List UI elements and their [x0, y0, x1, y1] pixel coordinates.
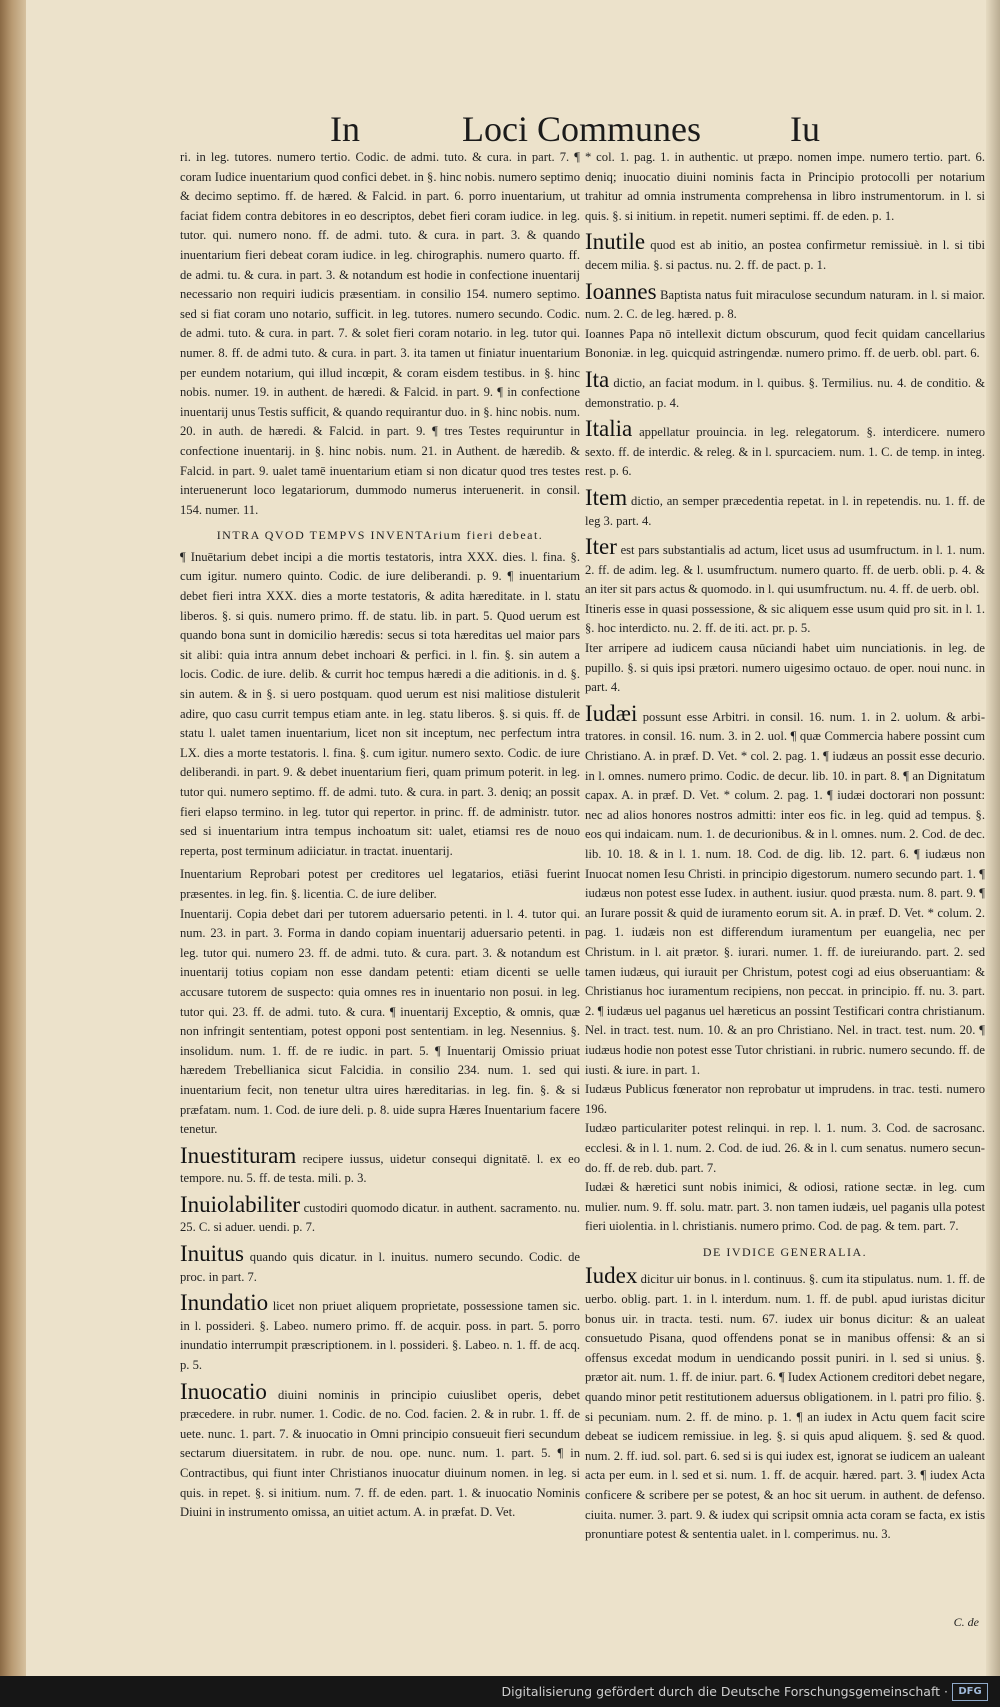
entry	[585, 280, 985, 325]
entry-headword: Italia	[585, 416, 633, 442]
page-edge	[0, 0, 26, 1676]
entry-text: recipere iussus, uidetur consequi dignitatē. l. ex eo tempore. nu. 5. ff. de testa. mili. p. 3.	[180, 1151, 580, 1186]
entry-text: possunt esse Arbitri. in consil. 16. num. 1. in 2. uolum. & arbitratores. in consil. 16. num. 3. in 2. uol. ¶ quæ Commercia habere possint cum Christiano. A. in præf. D. Vet. * col. 2. pag. 1. ¶ iudæus an possit esse decurio. in l. omnes. numero primo. Codic. de decur. lib. 10. in part. 8. ¶ an Dignitatum capax. A. in præf. D. Vet. * colum. 2. pag. 1. ¶ iudæi doctorari non possunt: nec ad alios honores nostros admitti: inter eos fic. in leg. quid ad tempus. §. eos qui indaicam. num. 1. de decurionibus. & in l. omnes. num. 2. Cod. de dec. lib. 10. 18. & in l. 1. num. 18. Cod. de dig. lib. 12. part. 6. ¶ iudæus non Inuocat nomen Iesu Christi. in principio digestorum. numero secundo part. 1. ¶ iudæus non potest esse Iudex. in authent. iusiur. quod præsta. num. 8. part. 9. ¶ an Iurare possit & quid de iuramento eorum sit. A. in præf. D. Vet. * colum. 2. pag. 1. iudæis non est differendum iuramentum per euangelia, nec per Christum. in l. ait prætor. §. iurari. numer. 1. ff. de iureiurando. part. 2. sed tamen iudæus, qui iurauit per Christum, potest cogi ad eius obseruantiam: & Christianus hoc iuramentum recipiens, non peccat. in principio. ff. nu. 3. part. 2. ¶ iudæus uel paganus uel hæreticus an possint Testificari contra christianum. Nel. in tract. test. num. 10. & an pro Christiano. Nel. in tract. test. num. 20. ¶ iudæus hodie non potest esse Tutor christiani. in rubric. numero secundo. ff. de iusti. & iure. in part. 1.	[585, 709, 985, 1077]
entry	[585, 417, 985, 482]
entry-headword: Ioannes	[585, 278, 657, 304]
entry-text: quando quis dicatur. in l. inuitus. numero secundo. Codic. de proc. in part. 7.	[180, 1250, 580, 1284]
entry-text: est pars substantialis ad actum, licet usus ad usumfructum. in l. 1. num. 2. ff. de adim. leg. & l. usumfructum. numero quarto. ff. de uerb. obli. p. 4. & an iter sit pars actus & quomodo. in l. qui usumfructum. nu. 4. ff. de uerb. obl.	[585, 543, 985, 597]
entry	[585, 1264, 985, 1544]
entry-text: licet non priuet aliquem proprietate, possessione tamen sic. in l. possideri. §. Labeo. numero primo. ff. de acquir. poss. in part. 5. porro inundatio interrumpit præscriptionem. in l. possideri. §. Labeo. n. 1. ff. de acq. p. 5.	[180, 1299, 580, 1373]
entry-text: dictio, an faciat modum. in l. quibus. §. Termilius. nu. 4. de conditio. & demonstratio. p. 4.	[585, 375, 985, 410]
entry-text: Baptista natus fuit miraculose secundum naturam. in l. si maior. num. 2. C. de leg. hæred. p. 8.	[585, 287, 985, 322]
entry-headword: Inuiolabiliter	[180, 1191, 301, 1217]
header-title: Loci Communes	[462, 109, 701, 149]
entry	[585, 486, 985, 531]
entry-headword: Inundatio	[180, 1290, 269, 1316]
entry	[585, 702, 985, 1080]
page-gutter	[986, 0, 1000, 1676]
entry-text: diuini nominis in principio cuiuslibet operis, debet præcedere. in rubr. numer. 1. Codic. de no. Cod. facien. 2. & in rubr. 1. ff. de uete. nunc. 1. part. 7. & inuocatio in Omni principio consueuit fieri secundum sectarum diuersitatem. in rubr. de nou. ope. nunc. num. 1. part. 5. ¶ in Contractibus, qui fiunt inter Christianos inuocatur diuinum nomen. in leg. si quis. in repet. §. si initium. num. 7. ff. de eden. part. 1. & inuocatio Nominis Diuini in instrumento omissa, an uitiet actum. A. in præfat. D. Vet.	[180, 1387, 580, 1520]
header-left: In	[330, 109, 360, 149]
entry-headword: Ita	[585, 366, 610, 392]
entry-headword: Iudex	[585, 1263, 638, 1289]
entry	[180, 1193, 580, 1238]
entry-headword: Inuestituram	[180, 1142, 297, 1168]
entry-headword: Inuocatio	[180, 1378, 267, 1404]
digitization-footer	[0, 1676, 1000, 1707]
entry-text: appellatur prouincia. in leg. relegatorum. §. interdicere. numero sexto. ff. de interdic. & releg. & in l. spurcaciem. num. 1. C. de temp. in integ. rest. p. 6.	[585, 425, 985, 479]
paragraph: ri. in leg. tutores. numero tertio. Codic. de admi. tuto. & cura. in part. 7. ¶ coram Iudice inuentarium quod confici debet. in §. hinc nobis. numero septimo & decimo septimo. ff. de hæred. & Falcid. in part. 6. porro inuentarium, ut faciat fidem contra debitores in eo descriptos, debet fieri coram iudice. in leg. tutor. qui. numero nono. ff. de admi. tuto. & cura. in part. 3. & quando inuentarium fieri debeat coram iudice. in leg. chirographis. numero quarto. ff. de admi. tu. & cura. in part. 3. & notandum est hodie in confectione inuentarij necessario non requiri iudicis præsentiam. in consilio 154. numero septimo. sed si fiat coram uno notario, sufficit. in leg. tutores. numero secundo. Codic. de admi. tuto. & cura. in part. 7. & solet fieri coram notario. in leg. tutor qui. numer. 8. ff. de admi tuto. & cura. in part. 3. ita tamen ut finiatur inuentarium per eundem notarium, qui illud incœpit, & coram eisdem testibus. in §. hinc nobis. numer. 19. in authent. de hæredi. & Falcid. in part. 9. ¶ in confectione inuentarij unus Testis sufficit, & quando requirantur duo. in §. hinc nobis. num. 20. in auth. de hæredi. & Falcid. in part. 9. ¶ tres Testes requiruntur in confectione inuentarij. in §. hinc nobis. num. 21. in Authent. de hæredib. & Falcid. in part. 9. ualet tamē inuentarium etiam si non dicatur quod tres testes interuenerunt loco legatariorum, dummodo numerus interuenerit. in consil. 154. numer. 11.	[180, 150, 580, 517]
section-rubric: DE IVDICE GENERALIA.	[702, 1244, 868, 1259]
entry-text: dicitur uir bonus. in l. continuus. §. cum ita stipulatus. num. 1. ff. de uerbo. oblig. part. 1. in l. interdum. num. 1. ff. de publ. apud iuristas dicitur bonus uir. in tracta. testi. num. 67. iudex uir bonus dicitur: & an ualeat consuetudo Pisana, quod offendens ponat se in manibus offensi: & an si offensus excedat modum in uendicando possit puniri. in l. sed si unius. §. prætor ait. num. 1. ff. de iniur. part. 6. ¶ Iudex Actionem creditori debet negare, quando minor petit restitutionem aduersus obligationem. in l. patri pro filio. §. si pecuniam. num. 2. ff. de mino. p. 1. ¶ an iudex in Actu quem facit scire debeat se iudicem remissiue. in leg. §. si quis apud aliquem. §. sed & quod. num. 2. ff. iud. sol. part. 6. sed si is qui iudex est, ignorat se iudicem an ualeant acta per eum. in l. sed et si. num. 1. ff. de acquir. hæred. part. 3. ¶ iudex Acta conficere & scribere per se potest, & an hoc sit uerum. in authent. de defenso. ciuita. numer. 3. part. 9. & iudex qui scripsit omnia acta coram se facta, ex istis pronuntiare potest & sententia ualet. in l. comperimus. nu. 3.	[585, 1272, 985, 1542]
section-rubric: INTRA QVOD TEMPVS INVENTArium fieri debeat.	[216, 528, 544, 543]
paragraph: Iter arripere ad iudicem causa nūciandi habet uim nunciationis. in leg. de pupillo. §. si quis ipsi prætori. numero uigesimo octauo. de oper. noui nunc. in part. 4.	[585, 641, 985, 695]
left-column	[180, 148, 580, 1633]
entry-text: quod est ab initio, an postea confirmetur remissiuè. in l. si tibi decem milia. §. si pactus. nu. 2. ff. de pact. p. 1.	[585, 238, 985, 272]
entry-headword: Inuitus	[180, 1241, 244, 1267]
paragraph: Inuentarium Reprobari potest per creditores uel legatarios, etiāsi fuerint præsentes. in leg. fin. §. licentia. C. de iure deliber.	[180, 867, 580, 901]
entry-text: custodiri quomodo dicatur. in authent. sacramento. nu. 25. C. si aduer. uendi. p. 7.	[180, 1200, 580, 1235]
paragraph: Iudæus Publicus fœnerator non reprobatur ut imprudens. in trac. testi. numero 196.	[585, 1082, 985, 1116]
running-header	[180, 108, 920, 152]
paragraph: Ioannes Papa nō intellexit dictum obscurum, quod fecit quidam cancellarius Bononiæ. in leg. quicquid astringendæ. numero primo. ff. de uerb. obl. part. 6.	[585, 326, 985, 361]
entry	[180, 1291, 580, 1375]
paragraph: Iudæo particulariter potest relinqui. in rep. l. 1. num. 3. Cod. de sacrosanc. ecclesi. & in l. 1. num. 2. Cod. de iud. 26. & in l. cum senatus. numero secundo. ff. de reb. dub. part. 7.	[585, 1121, 985, 1175]
catchword: C. de	[953, 1615, 979, 1630]
entry-headword: Inutile	[585, 229, 646, 255]
entry-headword: Item	[585, 484, 628, 510]
entry-headword: Iudæi	[585, 700, 638, 726]
paragraph: * col. 1. pag. 1. in authentic. ut præpo. nomen impe. numero tertio. part. 6. deniq; inuocatio diuini nominis facta in Principio protocolli per notarium trahitur ad omnia instrumenta comprehensa in libro instrumentorum. in l. si quis. §. si initium. in repetit. numeri septimi. ff. de eden. p. 1.	[585, 150, 985, 223]
entry	[585, 230, 985, 275]
dfg-logo-icon: DFG	[952, 1683, 988, 1701]
entry	[585, 535, 985, 600]
header-right: Iu	[790, 109, 820, 149]
entry	[180, 1144, 580, 1189]
right-column	[585, 148, 985, 1633]
entry	[585, 368, 985, 413]
paragraph: ¶ Inuētarium debet incipi a die mortis testatoris, intra XXX. dies. l. fina. §. cum igitur. numero quinto. Codic. de iure deliberandi. p. 9. ¶ inuentarium debet fieri intra XXX. dies a morte testatoris, & adita hæreditate. in l. statu liberos. §. si quis. numero primo. ff. de statu. lib. in part. 5. Quod uerum est quando bona sunt in domicilio hæredis: secus si tota hæreditas uel maior pars sit alibi: quia intra annum debet inchoari & perfici. in l. fin. §. sin autem a locis. Codic. de iure. delib. & currit hoc tempus hæredi a die aditionis. in d. §. sin autem. & in §. si uero postquam. quod uerum est nisi malitiose distulerit adire, quo casu currit tempus etiam ante. in leg. statu liberos. §. si quis. ff. de statu l. ualet tamen inuentarium, licet non sit inceptum, nec perfectum intra LX. dies a morte testatoris. l. fina. §. cum igitur. numero sexto. Codic. de iure deliberandi. in part. 9. & debet inuentarium fieri, quam primum poterit. in leg. tutor qui. numero septimo. ff. de admi. tuto. & cura. in part. 3. deniq; an possit fieri elapso termino. in leg. tutor qui repertor. in princ. ff. de administr. tutor. sed si inuentarium intra tempus inchoatum sit: ualet, etiamsi res de nouo reperta, post terminum adiiciatur. in tractat. inuentarij.	[180, 549, 580, 858]
paragraph: Inuentarij. Copia debet dari per tutorem aduersario petenti. in l. 4. tutor qui. num. 23. in part. 3. Forma in dando copiam inuentarij aduersario petenti. in leg. tutor qui. numero 23. ff. de admi. tuto. & cura. part. 3. & notandum est inuentarij totius copiam non esse dandam petenti: etiam dicenti se uelle accusare tutorem de suspecto: quia omnes res in inuentario non posui. in leg. tutor qui. 23. ff. de admi. tuto. & cura. ¶ inuentarij Exceptio, & omnis, quæ non infringit sententiam, potest opponi post sententiam. in leg. Nesennius. §. insolidum. num. 1. ff. de re iudic. in part. 5. ¶ Inuentarij Omissio priuat hæredem Trebellianica sicut Falcidia. in consilio 234. num. 1. sed qui inuentarium fecit, non tenetur ultra uires hæreditarias. in leg. fin. §. & si præfatam. num. 1. Cod. de iure deli. p. 8. uide supra Hæres Inuentarium facere tenetur.	[180, 906, 580, 1137]
paragraph: Iudæi & hæretici sunt nobis inimici, & odiosi, ratione sectæ. in leg. cum mulier. num. 9. ff. solu. matr. part. 3. non tamen iudæis, uel paganis ulla potest fieri uiolentia. in l. christianis. numero primo. Cod. de pag. & tem. part. 7.	[585, 1180, 985, 1234]
entry	[180, 1380, 580, 1523]
entry	[180, 1242, 580, 1287]
entry-text: dictio, an semper præcedentia repetat. in l. in repetendis. nu. 1. ff. de leg 3. part. 4.	[585, 493, 985, 528]
entry-headword: Iter	[585, 534, 617, 560]
footer-credit: Digitalisierung gefördert durch die Deutsche Forschungsgemeinschaft ·	[501, 1684, 948, 1699]
paragraph: Itineris esse in quasi possessione, & sic aliquem esse usum quid pro sit. in l. 1. §. hoc interdicto. nu. 2. ff. de iti. act. pr. p. 5.	[585, 601, 985, 636]
